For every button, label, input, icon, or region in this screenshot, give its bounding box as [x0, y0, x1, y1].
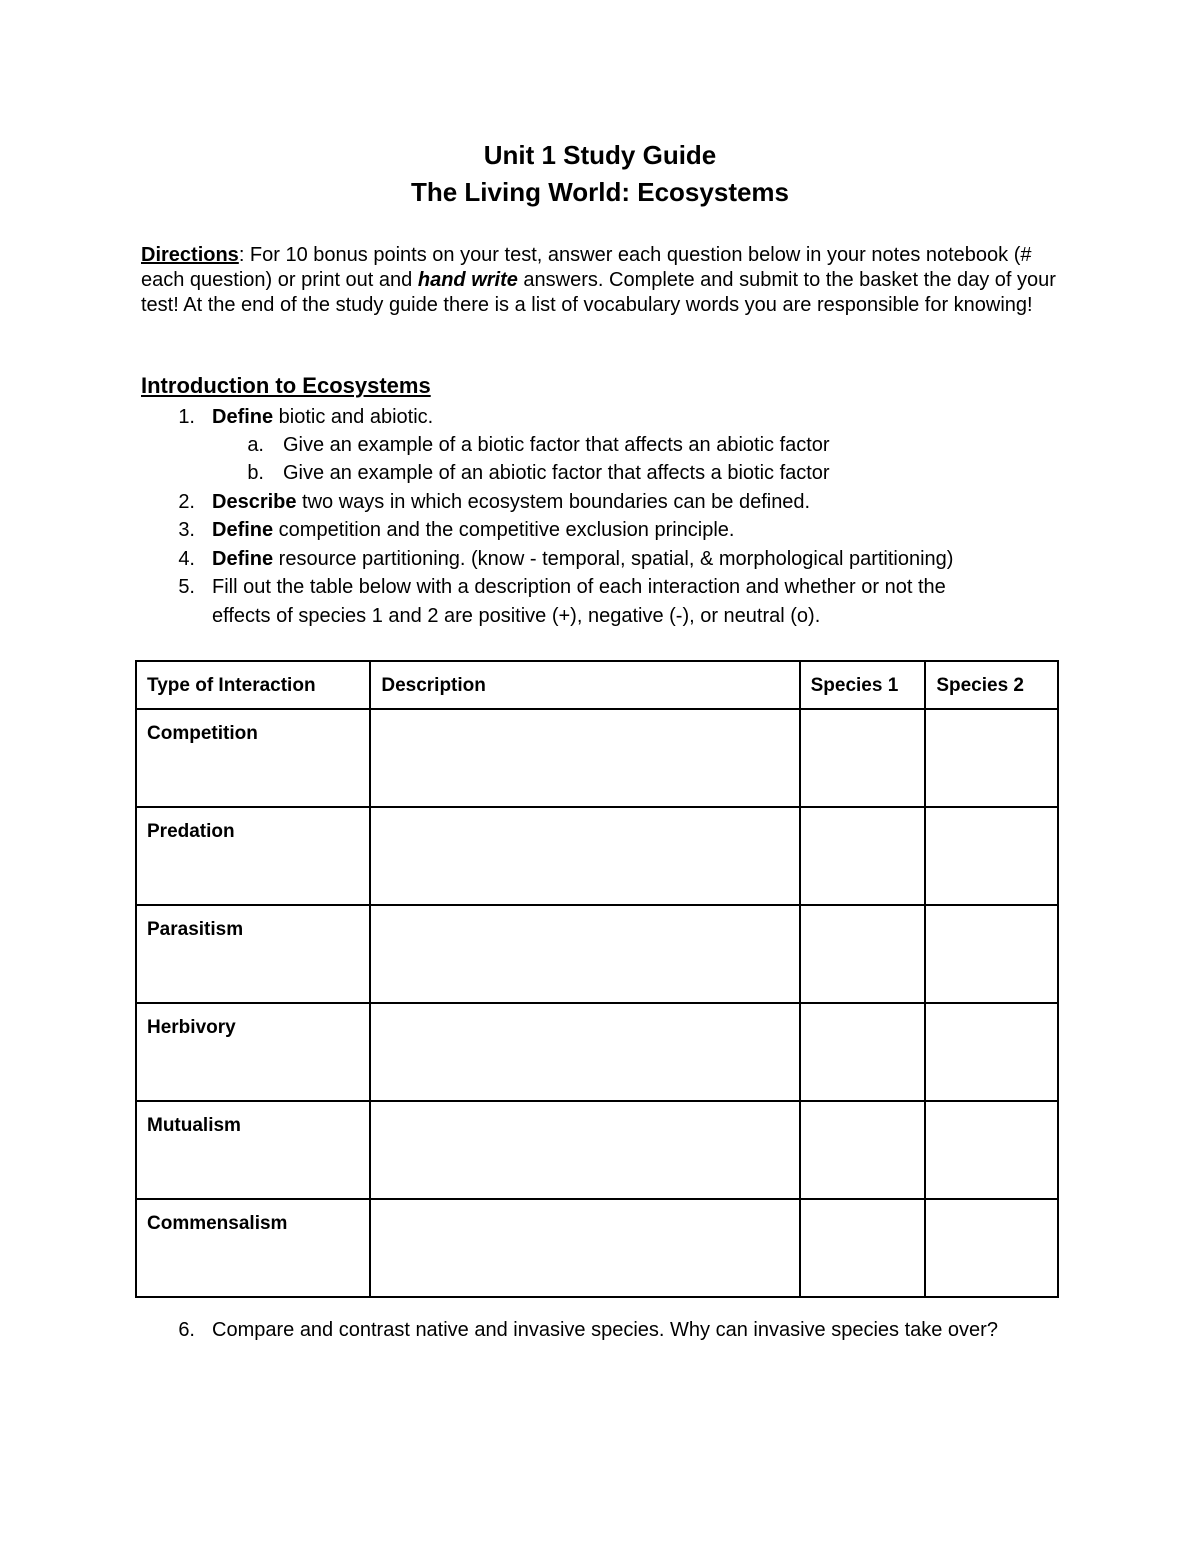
question-text: [212, 403, 433, 432]
species-1-cell[interactable]: [800, 807, 926, 905]
species-1-cell[interactable]: [800, 1003, 926, 1101]
interaction-type-cell: Herbivory: [136, 1003, 370, 1101]
directions-paragraph: [141, 243, 1071, 318]
question-text-line-1: Fill out the table below with a description of each interaction and whether or not the: [212, 576, 946, 598]
species-2-cell[interactable]: [925, 1199, 1058, 1297]
species-1-cell[interactable]: [800, 1199, 926, 1297]
question-number: 4.: [178, 548, 195, 570]
question-number: 1.: [178, 406, 195, 428]
table-row: [136, 1101, 1058, 1199]
page-subtitle: The Living World: Ecosystems: [410, 177, 790, 207]
question-letter: a.: [247, 434, 264, 456]
question-text: Compare and contrast native and invasive species. Why can invasive species take over?: [212, 1319, 998, 1341]
question-number: 6.: [178, 1319, 195, 1341]
species-2-cell[interactable]: [925, 1101, 1058, 1199]
question-body: competition and the competitive exclusion principle.: [273, 519, 735, 541]
table-header-row: [136, 661, 1058, 709]
directions-text-2: answers. Complete and submit to the basket the day of your test! At the end of the study guide there is a list of vocabulary words you are responsible for knowing!: [141, 269, 1056, 316]
table-row: [136, 905, 1058, 1003]
directions-text-1: : For 10 bonus points on your test, answer each question below in your notes notebook (# each question) or print out and: [141, 244, 1032, 291]
page-title: Unit 1 Study Guide: [483, 140, 717, 170]
question-number: 2.: [178, 491, 195, 513]
description-cell[interactable]: [370, 807, 799, 905]
column-header-species-2: Species 2: [925, 661, 1058, 709]
column-header-description: Description: [370, 661, 799, 709]
table-row: [136, 1199, 1058, 1297]
directions-emphasis: hand write: [417, 269, 518, 291]
column-header-species-1: Species 1: [800, 661, 926, 709]
species-1-cell[interactable]: [800, 709, 926, 807]
description-cell[interactable]: [370, 1199, 799, 1297]
interaction-type-cell: Commensalism: [136, 1199, 370, 1297]
species-2-cell[interactable]: [925, 905, 1058, 1003]
column-header-type: Type of Interaction: [136, 661, 370, 709]
question-text: [212, 488, 810, 517]
question-verb: Define: [212, 548, 274, 570]
table-row: [136, 1003, 1058, 1101]
table-row: [136, 807, 1058, 905]
question-letter: b.: [247, 462, 264, 484]
question-text: [212, 516, 734, 545]
question-text: [212, 545, 953, 574]
table-row: [136, 709, 1058, 807]
interaction-type-cell: Predation: [136, 807, 370, 905]
section-heading: Introduction to Ecosystems: [141, 373, 431, 398]
question-number: 5.: [178, 576, 195, 598]
species-1-cell[interactable]: [800, 905, 926, 1003]
species-2-cell[interactable]: [925, 709, 1058, 807]
question-verb: Describe: [212, 491, 297, 513]
interaction-type-cell: Parasitism: [136, 905, 370, 1003]
description-cell[interactable]: [370, 709, 799, 807]
question-body: two ways in which ecosystem boundaries can be defined.: [296, 491, 811, 513]
question-verb: Define: [212, 406, 274, 428]
species-1-cell[interactable]: [800, 1101, 926, 1199]
interaction-type-cell: Competition: [136, 709, 370, 807]
species-2-cell[interactable]: [925, 807, 1058, 905]
description-cell[interactable]: [370, 1003, 799, 1101]
description-cell[interactable]: [370, 905, 799, 1003]
question-text: Give an example of an abiotic factor that affects a biotic factor: [283, 462, 830, 484]
question-body: biotic and abiotic.: [273, 406, 434, 428]
question-verb: Define: [212, 519, 274, 541]
question-body: resource partitioning. (know - temporal, spatial, & morphological partitioning): [273, 548, 954, 570]
species-2-cell[interactable]: [925, 1003, 1058, 1101]
question-text: Give an example of a biotic factor that affects an abiotic factor: [283, 434, 830, 456]
description-cell[interactable]: [370, 1101, 799, 1199]
question-text-line-2: effects of species 1 and 2 are positive (+), negative (-), or neutral (o).: [212, 605, 821, 627]
interaction-type-cell: Mutualism: [136, 1101, 370, 1199]
interaction-table: [135, 660, 1059, 1298]
directions-label: Directions: [141, 244, 239, 266]
question-number: 3.: [178, 519, 195, 541]
